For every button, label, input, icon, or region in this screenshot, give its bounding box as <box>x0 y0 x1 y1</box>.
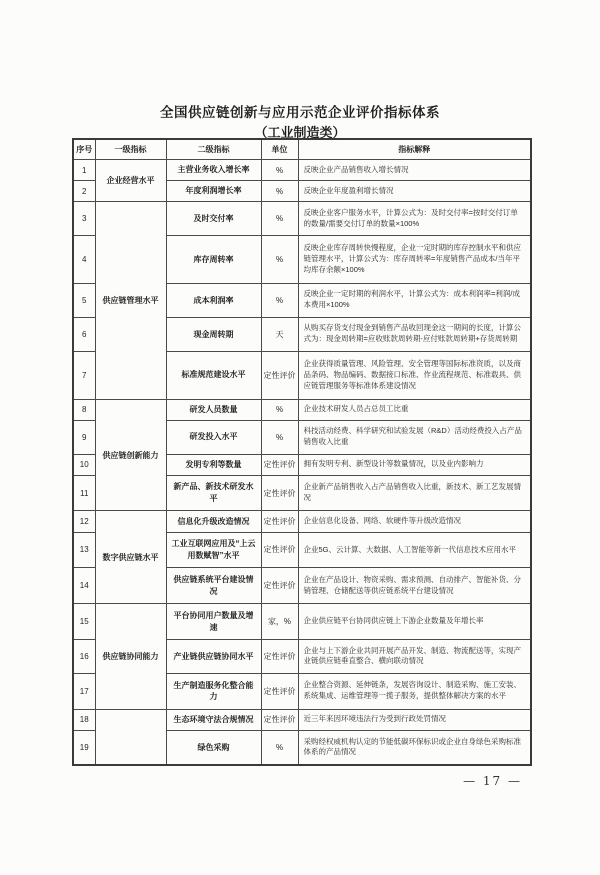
level2-indicator-cell: 生态环境守法合规情况 <box>166 709 261 730</box>
level2-indicator-cell: 绿色采购 <box>166 730 261 765</box>
explanation-cell: 反映企业年度盈利增长情况 <box>298 181 531 202</box>
table-row <box>73 604 531 640</box>
row-number-cell: 14 <box>73 568 95 604</box>
level2-indicator-cell: 供应链系统平台建设情况 <box>166 568 261 604</box>
level2-indicator-cell: 平台协同用户数量及增速 <box>166 604 261 640</box>
explanation-cell: 采购经权威机构认定的节能低碳环保标识或企业自身绿色采购标准体系的产品情况 <box>298 730 531 765</box>
level2-indicator-cell: 研发人员数量 <box>166 399 261 420</box>
unit-cell: % <box>261 730 298 765</box>
unit-cell: 定性评价 <box>261 673 298 709</box>
row-number-cell: 8 <box>73 399 95 420</box>
unit-cell: % <box>261 283 298 317</box>
explanation-cell: 反映企业一定时期的利润水平，计算公式为：成本利润率=利润/成本费用×100% <box>298 283 531 317</box>
header-level1-indicator: 一级指标 <box>95 139 166 160</box>
table-body <box>73 160 531 766</box>
explanation-cell: 拥有发明专利、新型设计等数量情况，以及业内影响力 <box>298 454 531 475</box>
indicator-table <box>72 138 532 766</box>
document-title: 全国供应链创新与应用示范企业评价指标体系 <box>160 105 440 120</box>
title-block <box>0 101 600 141</box>
table-row <box>73 202 531 236</box>
unit-cell: % <box>261 160 298 181</box>
explanation-cell: 从购买存货支付现金到销售产品收回现金这一期间的长度，计算公式为：现金周转期=应收账款周转期-应付账款周转期+存货周转期 <box>298 317 531 351</box>
level2-indicator-cell: 现金周转期 <box>166 317 261 351</box>
header-seq-no: 序号 <box>73 139 95 160</box>
row-number-cell: 5 <box>73 283 95 317</box>
explanation-cell: 企业在产品设计、物资采购、需求预测、自动排产、智能补货、分销管理、仓储配送等供应链系统平台建设情况 <box>298 568 531 604</box>
row-number-cell: 13 <box>73 532 95 568</box>
level2-indicator-cell: 信息化升级改造情况 <box>166 511 261 532</box>
level2-indicator-cell: 工业互联网应用及“上云用数赋智”水平 <box>166 532 261 568</box>
level1-indicator-cell: 供应链管理水平 <box>95 202 166 399</box>
unit-cell: % <box>261 420 298 454</box>
table-row <box>73 399 531 420</box>
level2-indicator-cell: 产业链供应链协同水平 <box>166 639 261 673</box>
unit-cell: 定性评价 <box>261 639 298 673</box>
unit-cell: % <box>261 202 298 236</box>
explanation-cell: 企业整合资源、延伸链条，发展咨询设计、制造采购、施工安装、系统集成、运维管理等一揽子服务，提供整体解决方案的水平 <box>298 673 531 709</box>
row-number-cell: 19 <box>73 730 95 765</box>
level2-indicator-cell: 标准规范建设水平 <box>166 351 261 399</box>
level1-indicator-cell <box>95 709 166 765</box>
level2-indicator-cell: 新产品、新技术研发水平 <box>166 475 261 511</box>
explanation-cell: 反映企业库存周转快慢程度，企业一定时期的库存控制水平和供应链管理水平，计算公式为：库存周转率=年度销售产品成本/当年平均库存余额×100% <box>298 236 531 284</box>
level2-indicator-cell: 成本利润率 <box>166 283 261 317</box>
row-number-cell: 16 <box>73 639 95 673</box>
level2-indicator-cell: 生产制造服务化整合能力 <box>166 673 261 709</box>
unit-cell: % <box>261 181 298 202</box>
level2-indicator-cell: 主营业务收入增长率 <box>166 160 261 181</box>
row-number-cell: 18 <box>73 709 95 730</box>
header-unit: 单位 <box>261 139 298 160</box>
row-number-cell: 1 <box>73 160 95 181</box>
row-number-cell: 7 <box>73 351 95 399</box>
explanation-cell: 企业技术研发人员占总员工比重 <box>298 399 531 420</box>
unit-cell: 定性评价 <box>261 709 298 730</box>
explanation-cell: 企业新产品销售收入占产品销售收入比重，新技术、新工艺发展情况 <box>298 475 531 511</box>
explanation-cell: 企业信息化设备、网络、软硬件等升级改造情况 <box>298 511 531 532</box>
page-number: — 17 — <box>463 774 522 788</box>
unit-cell: 家，% <box>261 604 298 640</box>
unit-cell: 天 <box>261 317 298 351</box>
level1-indicator-cell: 数字供应链水平 <box>95 511 166 604</box>
level1-indicator-cell: 供应链协同能力 <box>95 604 166 710</box>
level2-indicator-cell: 库存周转率 <box>166 236 261 284</box>
unit-cell: 定性评价 <box>261 568 298 604</box>
unit-cell: 定性评价 <box>261 351 298 399</box>
table-row <box>73 160 531 181</box>
row-number-cell: 2 <box>73 181 95 202</box>
row-number-cell: 11 <box>73 475 95 511</box>
unit-cell: % <box>261 399 298 420</box>
level2-indicator-cell: 及时交付率 <box>166 202 261 236</box>
row-number-cell: 15 <box>73 604 95 640</box>
table-row <box>73 709 531 730</box>
level2-indicator-cell: 发明专利等数量 <box>166 454 261 475</box>
level2-indicator-cell: 研发投入水平 <box>166 420 261 454</box>
row-number-cell: 4 <box>73 236 95 284</box>
unit-cell: 定性评价 <box>261 454 298 475</box>
row-number-cell: 10 <box>73 454 95 475</box>
explanation-cell: 反映企业客户服务水平，计算公式为：及时交付率=按时交付订单的数量/需要交付订单的数量×100% <box>298 202 531 236</box>
explanation-cell: 企业与上下游企业共同开展产品开发、制造、物流配送等，实现产业链供应链垂直整合、横向联动情况 <box>298 639 531 673</box>
unit-cell: 定性评价 <box>261 475 298 511</box>
level2-indicator-cell: 年度利润增长率 <box>166 181 261 202</box>
row-number-cell: 12 <box>73 511 95 532</box>
row-number-cell: 9 <box>73 420 95 454</box>
header-explanation: 指标解释 <box>298 139 531 160</box>
table-row <box>73 511 531 532</box>
unit-cell: 定性评价 <box>261 511 298 532</box>
row-number-cell: 17 <box>73 673 95 709</box>
header-level2-indicator: 二级指标 <box>166 139 261 160</box>
explanation-cell: 企业供应链平台协同供应链上下游企业数量及年增长率 <box>298 604 531 640</box>
level1-indicator-cell: 企业经营水平 <box>95 160 166 202</box>
explanation-cell: 科技活动经费、科学研究和试验发展（R&D）活动经费投入占产品销售收入比重 <box>298 420 531 454</box>
explanation-cell: 反映企业产品销售收入增长情况 <box>298 160 531 181</box>
explanation-cell: 企业5G、云计算、大数据、人工智能等新一代信息技术应用水平 <box>298 532 531 568</box>
document-subtitle: （工业制造类） <box>254 125 346 140</box>
explanation-cell: 近三年来因环境违法行为受到行政处罚情况 <box>298 709 531 730</box>
row-number-cell: 3 <box>73 202 95 236</box>
table-header-row <box>73 139 531 160</box>
unit-cell: % <box>261 236 298 284</box>
unit-cell: 定性评价 <box>261 532 298 568</box>
level1-indicator-cell: 供应链创新能力 <box>95 399 166 511</box>
explanation-cell: 企业获得质量管理、风险管理、安全管理等国际标准资质，以及商品条码、物品编码、数据接口标准、作业流程规范、标准载具、供应链管理服务等标准体系建设情况 <box>298 351 531 399</box>
row-number-cell: 6 <box>73 317 95 351</box>
